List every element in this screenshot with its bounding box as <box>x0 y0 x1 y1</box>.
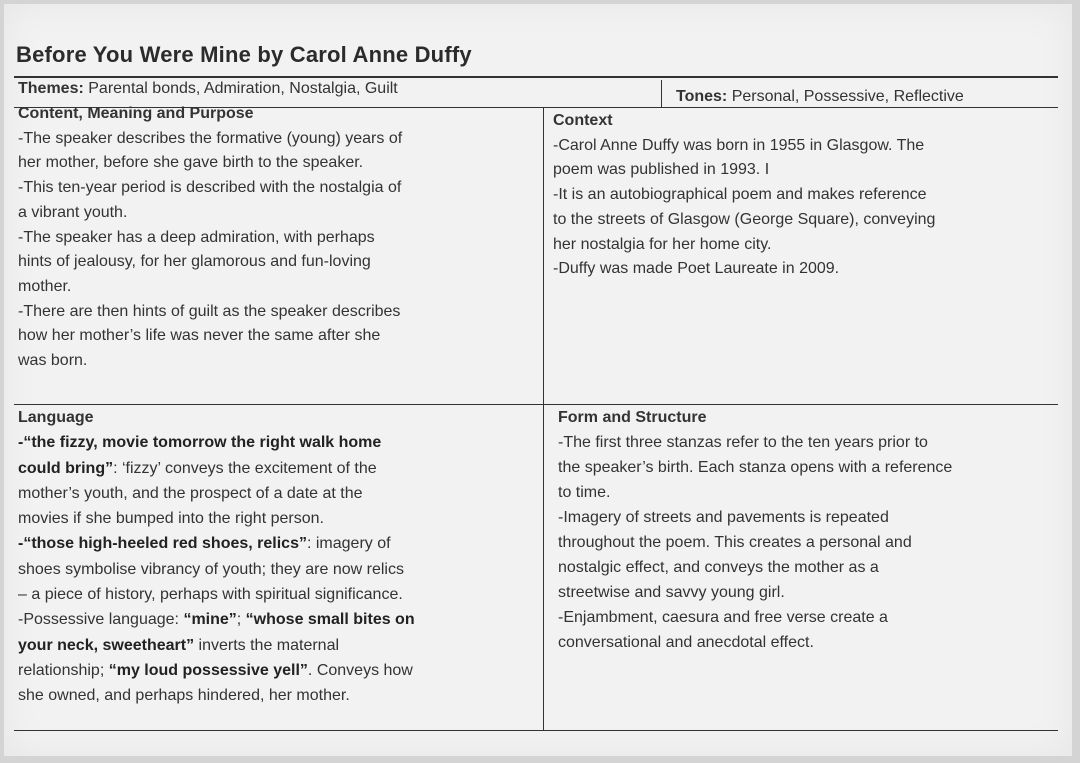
form-line: -Enjambment, caesura and free verse create a <box>558 609 888 626</box>
form-cell <box>558 405 1053 655</box>
content-line: -This ten-year period is described with the nostalgia of <box>18 179 402 197</box>
language-heading: Language <box>18 409 94 426</box>
form-line: throughout the poem. This creates a personal and <box>558 534 912 551</box>
tones-row <box>676 88 964 106</box>
column-divider <box>543 107 544 731</box>
content-line: how her mother’s life was never the same after she <box>18 327 381 345</box>
content-heading: Content, Meaning and Purpose <box>18 105 254 122</box>
table-bottom-border <box>14 730 1058 731</box>
analysis-text: : ‘fizzy’ conveys the excitement of the <box>113 459 377 477</box>
language-line: – a piece of history, perhaps with spiritual significance. <box>18 586 403 604</box>
content-line: -The speaker has a deep admiration, with perhaps <box>18 228 375 246</box>
quote-text: -“those high-heeled red shoes, relics” <box>18 535 307 553</box>
analysis-text: -Possessive language: <box>18 611 184 629</box>
form-line: -The first three stanzas refer to the ten years prior to <box>558 434 928 451</box>
language-line <box>18 531 538 556</box>
language-line <box>18 633 538 658</box>
tones-value: Personal, Possessive, Reflective <box>731 88 964 105</box>
analysis-text: : imagery of <box>306 535 391 553</box>
context-line: to the streets of Glasgow (George Square), conveying <box>553 210 936 228</box>
context-line: poem was published in 1993. I <box>553 161 770 179</box>
table-top-border <box>14 76 1058 78</box>
content-line: -The speaker describes the formative (young) years of <box>18 129 403 147</box>
analysis-text: . Conveys how <box>307 661 413 679</box>
content-line: was born. <box>18 352 88 370</box>
quote-text: could bring” <box>18 459 114 477</box>
language-line <box>18 658 538 683</box>
tones-divider <box>661 80 662 108</box>
form-heading: Form and Structure <box>558 409 707 426</box>
content-cell <box>18 102 538 374</box>
quote-text: “whose small bites on <box>245 611 415 629</box>
themes-label: Themes: <box>18 80 84 97</box>
page-title: Before You Were Mine by Carol Anne Duffy <box>16 42 472 67</box>
language-line: she owned, and perhaps hindered, her mother. <box>18 687 350 705</box>
content-line: -There are then hints of guilt as the speaker describes <box>18 302 401 320</box>
context-heading: Context <box>553 112 613 129</box>
language-line <box>18 607 538 632</box>
form-line: conversational and anecdotal effect. <box>558 634 814 651</box>
themes-row <box>18 80 398 98</box>
analysis-text: relationship; <box>18 661 109 679</box>
quote-text: “my loud possessive yell” <box>108 661 308 679</box>
analysis-text: inverts the maternal <box>194 636 340 654</box>
content-line: her mother, before she gave birth to the speaker. <box>18 154 364 172</box>
form-line: the speaker’s birth. Each stanza opens with a reference <box>558 459 953 476</box>
tones-label: Tones: <box>676 88 728 105</box>
language-line <box>18 456 538 481</box>
language-line: mother’s youth, and the prospect of a date at the <box>18 484 363 502</box>
form-line: nostalgic effect, and conveys the mother as a <box>558 559 879 576</box>
analysis-text: ; <box>236 611 246 629</box>
context-cell <box>553 109 1053 282</box>
language-line: shoes symbolise vibrancy of youth; they are now relics <box>18 560 404 578</box>
quote-text: “mine” <box>183 611 237 629</box>
form-line: streetwise and savvy young girl. <box>558 584 785 601</box>
language-line: movies if she bumped into the right person. <box>18 510 324 528</box>
context-line: her nostalgia for her home city. <box>553 235 772 253</box>
quote-text: your neck, sweetheart” <box>18 636 195 654</box>
content-line: hints of jealousy, for her glamorous and fun-loving <box>18 253 371 271</box>
context-line: -Duffy was made Poet Laureate in 2009. <box>553 260 840 278</box>
language-cell <box>18 405 538 709</box>
content-line: a vibrant youth. <box>18 203 128 221</box>
themes-value: Parental bonds, Admiration, Nostalgia, Guilt <box>88 80 398 97</box>
language-line <box>18 430 538 455</box>
context-line: -It is an autobiographical poem and makes reference <box>553 186 927 204</box>
form-line: to time. <box>558 484 611 501</box>
content-line: mother. <box>18 277 72 295</box>
quote-text: -“the fizzy, movie tomorrow the right walk home <box>18 434 382 452</box>
form-line: -Imagery of streets and pavements is repeated <box>558 509 889 526</box>
context-line: -Carol Anne Duffy was born in 1955 in Glasgow. The <box>553 136 925 154</box>
